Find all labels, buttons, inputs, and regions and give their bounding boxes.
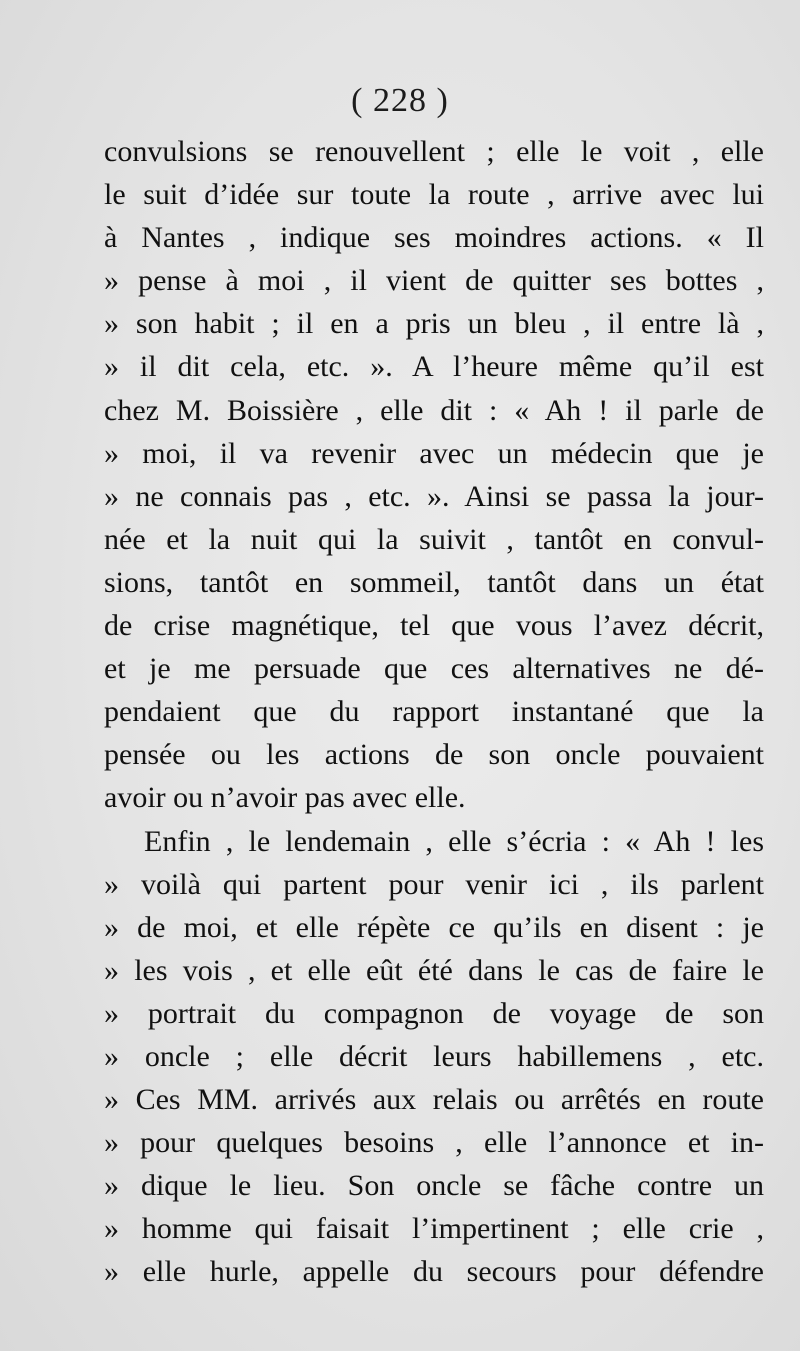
text-line: » son habit ; il en a pris un bleu , il entre là ,	[104, 307, 764, 341]
text-line: » oncle ; elle décrit leurs habillemens , etc.	[104, 1039, 764, 1073]
text-line: » pense à moi , il vient de quitter ses bottes ,	[104, 264, 764, 298]
text-line: » les vois , et elle eût été dans le cas de faire le	[104, 953, 764, 987]
text-line: » ne connais pas , etc. ». Ainsi se passa la jour-	[104, 479, 764, 513]
text-line: pendaient que du rapport instantané que la	[104, 695, 764, 729]
text-line: » moi, il va revenir avec un médecin que je	[104, 436, 764, 470]
text-line: » Ces MM. arrivés aux relais ou arrêtés en route	[104, 1083, 764, 1117]
text-line: avoir ou n’avoir pas avec elle.	[104, 781, 466, 815]
text-line: et je me persuade que ces alternatives ne dé-	[104, 652, 764, 686]
text-line: » homme qui faisait l’impertinent ; elle crie ,	[104, 1212, 764, 1246]
text-line: » il dit cela, etc. ». A l’heure même qu’il est	[104, 350, 764, 384]
text-line: » de moi, et elle répète ce qu’ils en disent : je	[104, 910, 764, 944]
text-line: » dique le lieu. Son oncle se fâche contre un	[104, 1169, 764, 1203]
text-line: de crise magnétique, tel que vous l’avez décrit,	[104, 609, 764, 643]
text-line: » portrait du compagnon de voyage de son	[104, 996, 764, 1030]
text-line: Enfin , le lendemain , elle s’écria : « Ah ! les	[144, 824, 764, 858]
text-line: le suit d’idée sur toute la route , arrive avec lui	[104, 178, 764, 212]
text-line: à Nantes , indique ses moindres actions. « Il	[104, 221, 764, 255]
page-number: ( 228 )	[351, 82, 449, 119]
body-text	[104, 130, 764, 1294]
text-line: chez M. Boissière , elle dit : « Ah ! il parle de	[104, 393, 764, 427]
text-line: pensée ou les actions de son oncle pouvaient	[104, 738, 764, 772]
text-line: convulsions se renouvellent ; elle le voit , elle	[104, 135, 764, 168]
text-line: sions, tantôt en sommeil, tantôt dans un état	[104, 565, 764, 599]
text-line: née et la nuit qui la suivit , tantôt en convul-	[104, 522, 764, 556]
text-line: » voilà qui partent pour venir ici , ils parlent	[104, 867, 764, 901]
text-line: » elle hurle, appelle du secours pour défendre	[104, 1255, 764, 1289]
text-line: » pour quelques besoins , elle l’annonce et in-	[104, 1126, 764, 1160]
